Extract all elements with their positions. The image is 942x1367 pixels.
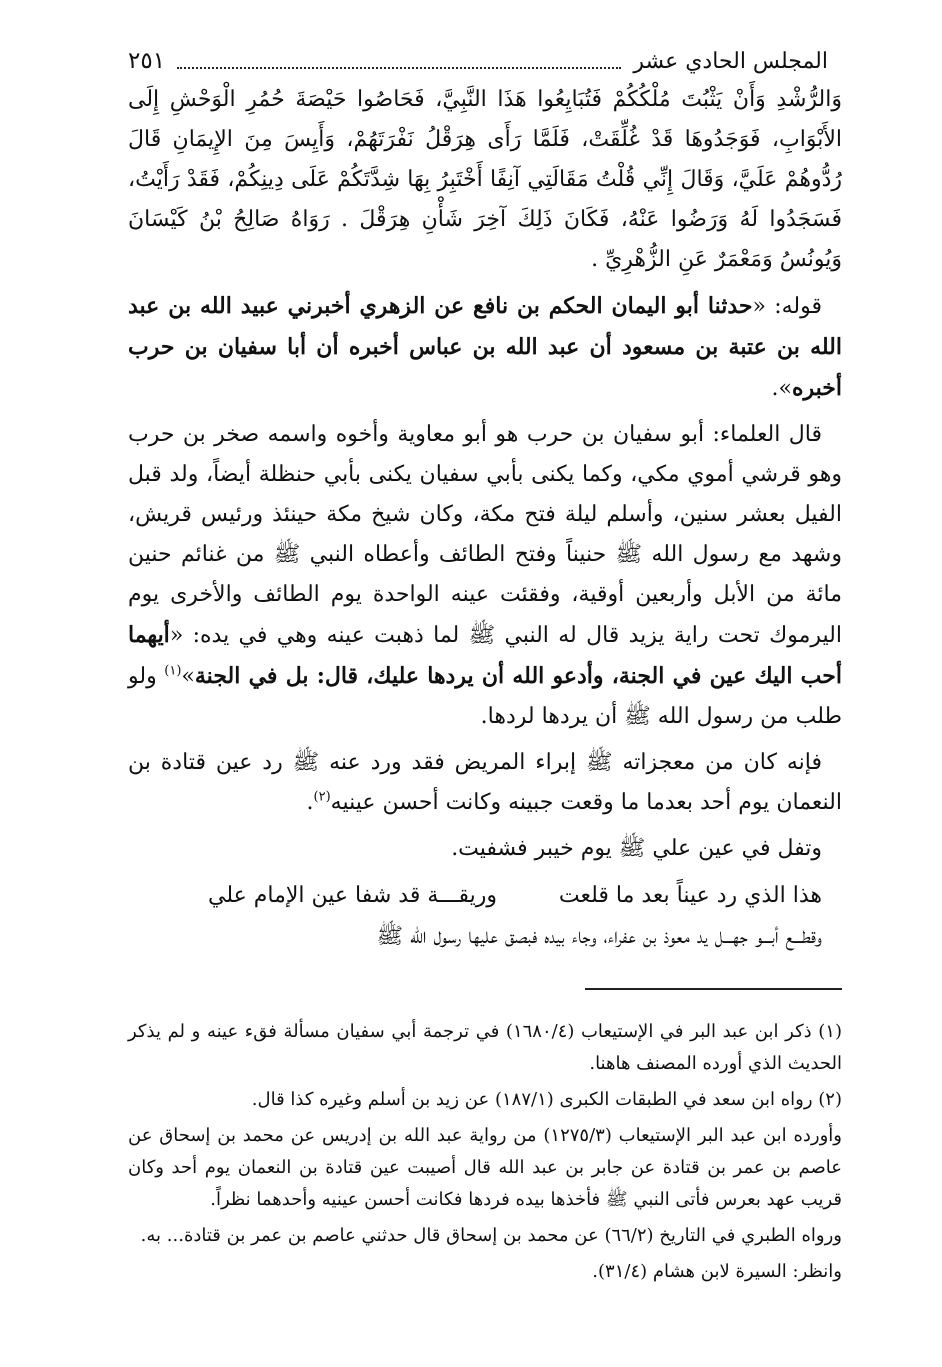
isnad-bold: حدثنا أبو اليمان الحكم بن نافع عن الزهري أخبرني عبيد الله بن عبد الله بن عتبة بن مسعود أن عبد الله بن عباس أخبره أن أبا سفيان بن حرب أخبره	[128, 293, 842, 401]
paragraph-isnad	[128, 286, 842, 409]
footnote-2-see-also: وانظر: السيرة لابن هشام (٣١/٤).	[592, 1261, 842, 1282]
footnote-2-continued: وأورده ابن عبد البر الإستيعاب (١٢٧٥/٣) من رواية عبد الله بن إدريس عن محمد بن إسحاق عن عاصم بن عمر بن قتادة عن جابر بن عبد الله قال أصيبت عين قتادة بن النعمان يوم أحد وكان قريب عهد بعرس فأتى النبي ﷺ فأخذها بيده فردها فكانت أحسن عينيه وأحدهما نظراً.	[128, 1125, 842, 1210]
paragraph-miracle	[128, 743, 842, 823]
isnad-suffix: ».	[771, 376, 792, 401]
verse-hemistich-1: هذا الذي رد عيناً بعد ما قلعت	[558, 883, 822, 908]
footnotes	[128, 1016, 842, 1292]
main-text	[128, 80, 842, 963]
miracle-text-end: .	[306, 790, 314, 815]
biography-quote-bold: أيهما أحب اليك عين في الجنة، وأدعو الله أن يردها عليك، قال: بل في الجنة	[128, 622, 843, 689]
page-number: ٢٥١	[128, 48, 166, 74]
footnote-separator	[585, 988, 842, 990]
footnote-ref-2[interactable]: (٢)	[313, 789, 331, 805]
poetry-verse	[128, 875, 842, 917]
chapter-title: المجلس الحادي عشر	[633, 48, 828, 74]
biography-text: قال العلماء: أبو سفيان بن حرب هو أبو معاوية وأخوه واسمه صخر بن حرب وهو قرشي أموي مكي، وكما يكنى بأبي سفيان يكنى بأبي حنظلة أيضاً، ولد قبل الفيل بعشر سنين، وأسلم ليلة فتح مكة، وكان شيخ مكة حينئذ ورئيس قريش، وشهد مع رسول الله ﷺ حنيناً وفتح الطائف وأعطاه النبي ﷺ من غنائم حنين مائة من الأبل وأربعين أوقية، وفقئت عينه الواحدة يوم الطائف والأخرى يوم اليرموك تحت راية يزيد قال له النبي ﷺ لما ذهبت عينه وهي في يده: «	[128, 422, 842, 648]
footnote-ref-1[interactable]: (١)	[164, 663, 182, 679]
biography-text-end: ولو طلب من رسول الله ﷺ أن يردها لردها.	[128, 664, 842, 729]
footnote-1: (١) ذكر ابن عبد البر في الإستيعاب (١٦٨٠/٤) في ترجمة أبي سفيان مسألة فقء عينه و لم يذكر الحديث الذي أورده المصنف هاهنا.	[128, 1021, 842, 1074]
biography-quote-close: »	[181, 664, 195, 689]
footnote-2-tabari: ورواه الطبري في التاريخ (٦٦/٢) عن محمد بن إسحاق قال حدثني عاصم بن عمر بن قتادة... به.	[140, 1225, 842, 1246]
page-header	[128, 44, 828, 78]
header-dotted-leader	[177, 53, 621, 69]
isnad-prefix: قوله: «	[752, 294, 822, 319]
paragraph-biography	[128, 415, 842, 737]
paragraph-abu-jahl: وقطـــع أبـــو جهـــل يد معوذ بن عفراء، وجاء بيده فبصق عليها رسول الله ﷺ	[376, 924, 822, 949]
miracle-text: فإنه كان من معجزاته ﷺ إبراء المريض فقد ورد عنه ﷺ رد عين قتادة بن النعمان يوم أحد بعدما ما وقعت جبينه وكانت أحسن عينيه	[128, 750, 842, 815]
paragraph-khaybar: وتفل في عين علي ﷺ يوم خيبر فشفيت.	[451, 836, 822, 861]
footnote-2: (٢) رواه ابن سعد في الطبقات الكبرى (١٨٧/١) عن زيد بن أسلم وغيره كذا قال.	[251, 1089, 842, 1110]
verse-hemistich-2: وريقـــة قد شفا عين الإمام علي	[208, 883, 497, 908]
paragraph-quran-hadith: وَالرُّشْدِ وَأَنْ يَثْبُتَ مُلْكُكُمْ فَتُبَايِعُوا هَذَا النَّبِيَّ، فَحَاصُوا حَيْصَةَ حُمُرِ الْوَحْشِ إِلَى الأَبْوَابِ، فَوَجَدُوهَا قَدْ غُلِّقَتْ، فَلَمَّا رَأَى هِرَقْلُ نَفْرَتَهُمْ، وَأَيِسَ مِنَ الإِيمَانِ قَالَ رُدُّوهُمْ عَلَيَّ، وَقَالَ إِنِّي قُلْتُ مَقَالَتِي آنِفًا أَخْتَبِرُ بِهَا شِدَّتَكُمْ عَلَى دِينِكُمْ، فَقَدْ رَأَيْتُ، فَسَجَدُوا لَهُ وَرَضُوا عَنْهُ، فَكَانَ ذَلِكَ آخِرَ شَأْنِ هِرَقْلَ . رَوَاهُ صَالِحُ بْنُ كَيْسَانَ وَيُونُسُ وَمَعْمَرٌ عَنِ الزُّهْرِيِّ .	[128, 87, 842, 272]
